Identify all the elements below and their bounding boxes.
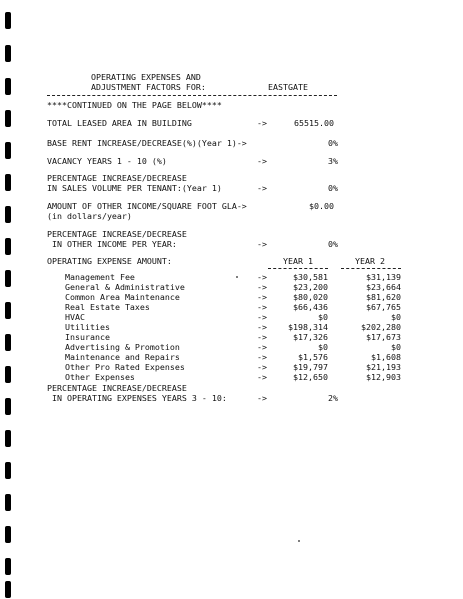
expense-arrow: -> xyxy=(257,312,267,322)
binder-mark xyxy=(5,366,11,383)
expense-arrow: -> xyxy=(257,272,267,282)
expense-arrow: -> xyxy=(257,372,267,382)
expense-year1: $66,436 xyxy=(293,302,328,312)
continued-note: ****CONTINUED ON THE PAGE BELOW**** xyxy=(47,100,222,110)
binder-mark xyxy=(5,238,11,255)
opex-increase-value: 2% xyxy=(328,393,338,403)
binder-mark xyxy=(5,174,11,191)
expenses-title: OPERATING EXPENSE AMOUNT: xyxy=(47,256,172,266)
total-leased-area-arrow: -> xyxy=(257,118,267,128)
other-income-increase-label-1: PERCENTAGE INCREASE/DECREASE xyxy=(47,229,187,239)
binder-mark xyxy=(5,398,11,415)
expense-label: Management Fee xyxy=(65,272,135,282)
expense-year2: $81,620 xyxy=(366,292,401,302)
expense-label: Insurance xyxy=(65,332,110,342)
opex-increase-arrow: -> xyxy=(257,393,267,403)
other-income-label-1: AMOUNT OF OTHER INCOME/SQUARE FOOT GLA-> xyxy=(47,201,247,211)
opex-increase-label-2: IN OPERATING EXPENSES YEARS 3 - 10: xyxy=(47,393,227,403)
binder-mark xyxy=(5,526,11,543)
expense-label: Utilities xyxy=(65,322,110,332)
expense-arrow: -> xyxy=(257,322,267,332)
expense-year1: $1,576 xyxy=(298,352,328,362)
expense-year1: $19,797 xyxy=(293,362,328,372)
expense-year1: $80,020 xyxy=(293,292,328,302)
binder-mark xyxy=(5,78,11,95)
expense-label: General & Administrative xyxy=(65,282,185,292)
expense-label: Advertising & Promotion xyxy=(65,342,180,352)
expense-year2: $202,280 xyxy=(361,322,401,332)
binder-mark xyxy=(5,462,11,479)
col-year1-header: YEAR 1 xyxy=(283,256,313,266)
expense-label: HVAC xyxy=(65,312,85,322)
sales-volume-value: 0% xyxy=(328,183,338,193)
other-income-label-2: (in dollars/year) xyxy=(47,211,132,221)
base-rent-value: 0% xyxy=(328,138,338,148)
header-rule xyxy=(47,95,337,96)
vacancy-value: 3% xyxy=(328,156,338,166)
vacancy-label: VACANCY YEARS 1 - 10 (%) xyxy=(47,156,167,166)
binder-mark xyxy=(5,302,11,319)
expense-year2: $1,608 xyxy=(371,352,401,362)
expense-year1: $198,314 xyxy=(288,322,328,332)
expense-year2: $17,673 xyxy=(366,332,401,342)
expense-year2: $21,193 xyxy=(366,362,401,372)
expense-arrow: -> xyxy=(257,362,267,372)
property-name: EASTGATE xyxy=(268,82,308,92)
other-income-increase-label-2: IN OTHER INCOME PER YEAR: xyxy=(47,239,177,249)
binder-mark xyxy=(5,45,11,62)
expense-arrow: -> xyxy=(257,342,267,352)
col-year2-header: YEAR 2 xyxy=(355,256,385,266)
binder-mark xyxy=(5,334,11,351)
binder-mark xyxy=(5,142,11,159)
expense-year2: $31,139 xyxy=(366,272,401,282)
expense-label: Other Pro Rated Expenses xyxy=(65,362,185,372)
expense-year1: $12,650 xyxy=(293,372,328,382)
expense-arrow: -> xyxy=(257,292,267,302)
opex-increase-label-1: PERCENTAGE INCREASE/DECREASE xyxy=(47,383,187,393)
binder-mark xyxy=(5,206,11,223)
scan-speck xyxy=(298,540,300,542)
other-income-increase-value: 0% xyxy=(328,239,338,249)
other-income-value: $0.00 xyxy=(309,201,334,211)
scan-speck xyxy=(236,276,238,278)
binder-mark xyxy=(5,558,11,575)
header-line-2: ADJUSTMENT FACTORS FOR: xyxy=(91,82,206,92)
other-income-increase-arrow: -> xyxy=(257,239,267,249)
expense-arrow: -> xyxy=(257,302,267,312)
vacancy-arrow: -> xyxy=(257,156,267,166)
sales-volume-arrow: -> xyxy=(257,183,267,193)
expense-label: Common Area Maintenance xyxy=(65,292,180,302)
header-line-1: OPERATING EXPENSES AND xyxy=(91,72,201,82)
expense-year2: $0 xyxy=(391,312,401,322)
col-year1-rule xyxy=(268,268,328,269)
total-leased-area-label: TOTAL LEASED AREA IN BUILDING xyxy=(47,118,192,128)
expense-label: Maintenance and Repairs xyxy=(65,352,180,362)
expense-year1: $30,581 xyxy=(293,272,328,282)
expense-year2: $0 xyxy=(391,342,401,352)
binder-mark xyxy=(5,110,11,127)
expense-year2: $12,903 xyxy=(366,372,401,382)
binder-mark xyxy=(5,430,11,447)
col-year2-rule xyxy=(341,268,401,269)
sales-volume-label-2: IN SALES VOLUME PER TENANT:(Year 1) xyxy=(47,183,222,193)
expense-arrow: -> xyxy=(257,352,267,362)
binder-mark xyxy=(5,581,11,598)
binder-mark xyxy=(5,270,11,287)
binder-mark xyxy=(5,494,11,511)
expense-year1: $23,200 xyxy=(293,282,328,292)
expense-year1: $0 xyxy=(318,342,328,352)
expense-year1: $0 xyxy=(318,312,328,322)
expense-label: Real Estate Taxes xyxy=(65,302,150,312)
expense-label: Other Expenses xyxy=(65,372,135,382)
expense-arrow: -> xyxy=(257,282,267,292)
binder-mark xyxy=(5,12,11,29)
sales-volume-label-1: PERCENTAGE INCREASE/DECREASE xyxy=(47,173,187,183)
total-leased-area-value: 65515.00 xyxy=(294,118,334,128)
expense-year2: $67,765 xyxy=(366,302,401,312)
expense-year1: $17,326 xyxy=(293,332,328,342)
base-rent-label: BASE RENT INCREASE/DECREASE(%)(Year 1)-> xyxy=(47,138,247,148)
expense-year2: $23,664 xyxy=(366,282,401,292)
expense-arrow: -> xyxy=(257,332,267,342)
